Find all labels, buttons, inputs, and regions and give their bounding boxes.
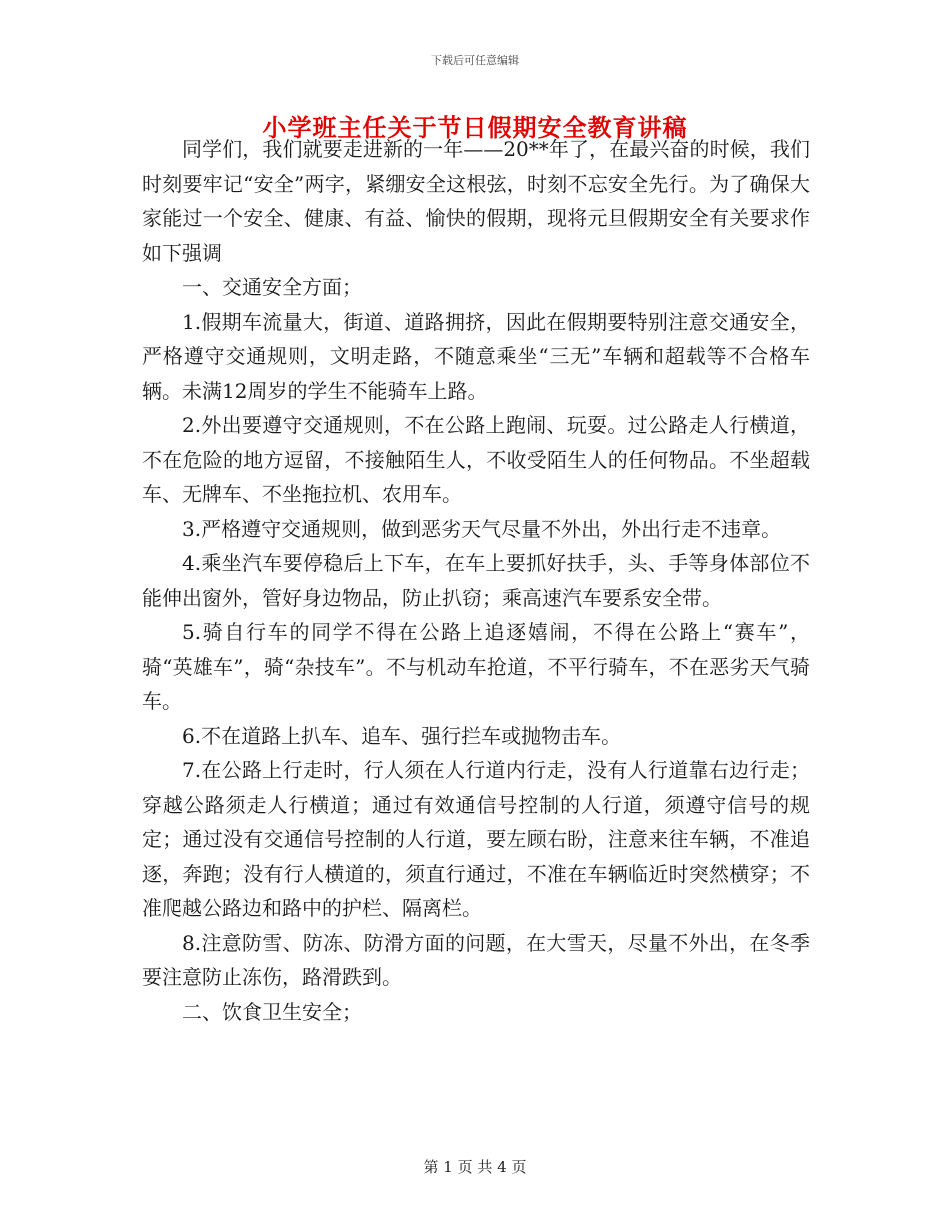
section-heading-traffic: 一、交通安全方面；: [182, 275, 362, 299]
document-body: [142, 132, 810, 1029]
page-footer: 第 1 页 共 4 页: [423, 1158, 527, 1176]
header-note: 下载后可任意编辑: [431, 54, 519, 67]
paragraph-item-3: 3.严格遵守交通规则，做到恶劣天气尽量不外出，外出行走不违章。: [182, 516, 782, 541]
paragraph-item-7: 7.在公路上行走时，行人须在人行道内行走，没有人行道靠右边行走；穿越公路须走人行横道；通过有效通信号控制的人行道，须遵守信号的规定；通过没有交通信号控制的人行道，要左顾右盼，注意来往车辆，不准追逐，奔跑；没有行人横道的，须直行通过，不准在车辆临近时突然横穿；不准爬越公路边和路中的护栏、隔离栏。: [142, 758, 810, 920]
paragraph-item-2: 2.外出要遵守交通规则，不在公路上跑闹、玩耍。过公路走人行横道，不在危险的地方逗留，不接触陌生人，不收受陌生人的任何物品。不坐超载车、无牌车、不坐拖拉机、农用车。: [142, 413, 810, 506]
paragraph-item-4: 4.乘坐汽车要停稳后上下车，在车上要抓好扶手，头、手等身体部位不能伸出窗外，管好身边物品，防止扒窃；乘高速汽车要系安全带。: [142, 551, 810, 610]
paragraph-item-5: 5.骑自行车的同学不得在公路上追逐嬉闹，不得在公路上“赛车”，骑“英雄车”，骑“杂技车”。不与机动车抢道，不平行骑车，不在恶劣天气骑车。: [142, 620, 810, 713]
paragraph-intro: 同学们，我们就要走进新的一年——20**年了，在最兴奋的时候，我们时刻要牢记“安全”两字，紧绷安全这根弦，时刻不忘安全先行。为了确保大家能过一个安全、健康、有益、愉快的假期，现将元旦假期安全有关要求作如下强调: [142, 137, 810, 265]
paragraph-item-6: 6.不在道路上扒车、追车、强行拦车或抛物击车。: [182, 723, 622, 748]
section-heading-food: 二、饮食卫生安全；: [182, 999, 362, 1024]
paragraph-item-8: 8.注意防雪、防冻、防滑方面的问题，在大雪天，尽量不外出，在冬季要注意防止冻伤，路滑跌到。: [142, 930, 810, 989]
document-title: 小学班主任关于节日假期安全教育讲稿: [262, 113, 688, 142]
paragraph-item-1: 1.假期车流量大，街道、道路拥挤，因此在假期要特别注意交通安全，严格遵守交通规则，文明走路，不随意乘坐“三无”车辆和超载等不合格车辆。未满12周岁的学生不能骑车上路。: [142, 309, 810, 403]
